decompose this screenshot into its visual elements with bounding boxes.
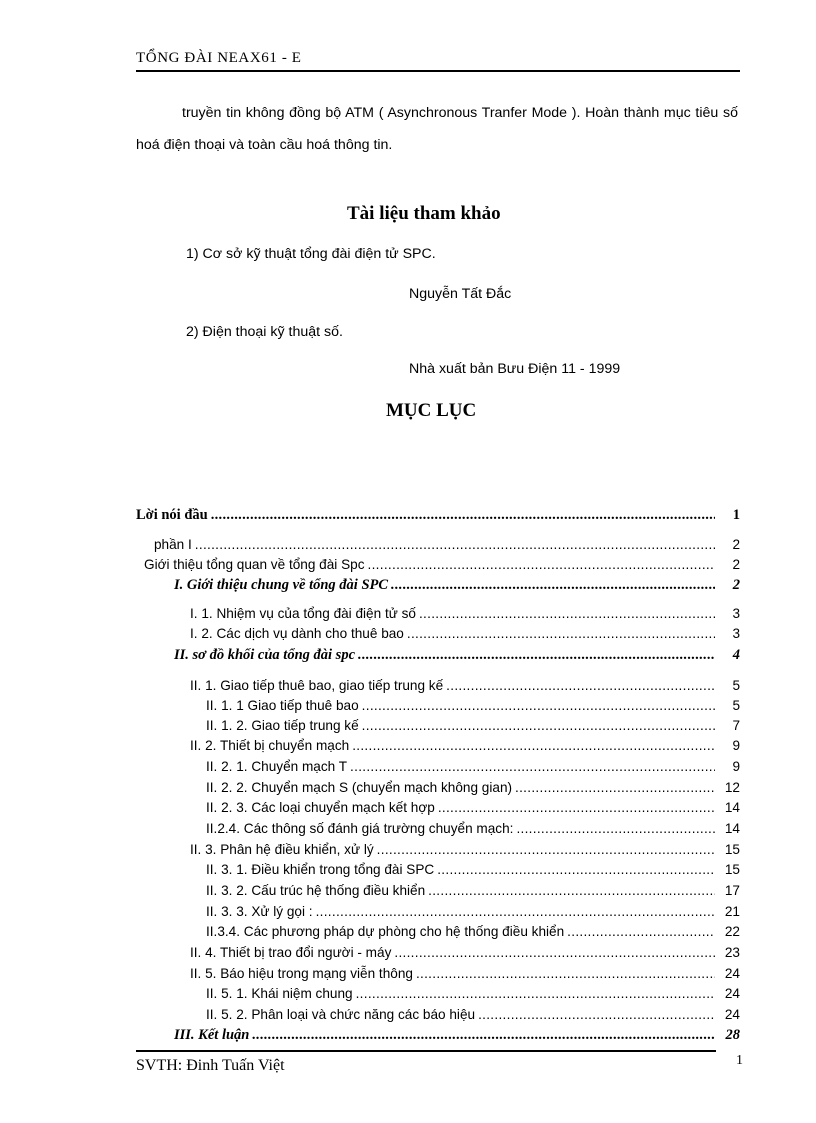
page-number: 1 xyxy=(736,1053,743,1068)
toc-entry: II.2.4. Các thông số đánh giá trường chuyển mạch: ..... 14 xyxy=(206,819,740,839)
toc-entry: II. 1. Giao tiếp thuê bao, giao tiếp trung kế ..... 5 xyxy=(190,676,740,696)
toc-entry: Giới thiệu tổng quan về tổng đài Spc ..... 2 xyxy=(144,555,740,575)
toc-entry: II. sơ đồ khối của tổng đài spc ..... 4 xyxy=(174,645,740,665)
toc-title: MỤC LỤC xyxy=(386,400,477,421)
toc-entry: I. 1. Nhiệm vụ của tổng đài điện tử số ..... 3 xyxy=(190,604,740,624)
toc-entry: II. 5. 2. Phân loại và chức năng các báo hiệu ..... 24 xyxy=(206,1005,740,1025)
toc-entry: II. 5. 1. Khái niệm chung ..... 24 xyxy=(206,984,740,1004)
toc-entry: II. 4. Thiết bị trao đổi người - máy ..... 23 xyxy=(190,943,740,963)
toc-entry: II. 5. Báo hiệu trong mạng viễn thông ..... 24 xyxy=(190,964,740,984)
footer-author: SVTH: Đinh Tuấn Việt xyxy=(136,1057,285,1074)
reference-author: Nguyễn Tất Đắc xyxy=(409,286,512,302)
toc-entry: II. 2. 1. Chuyển mạch T ..... 9 xyxy=(206,757,740,777)
toc-entry: II. 2. Thiết bị chuyển mạch ..... 9 xyxy=(190,736,740,756)
reference-item: 1) Cơ sở kỹ thuật tổng đài điện tử SPC. xyxy=(186,246,436,262)
reference-author: Nhà xuất bản Bưu Điện 11 - 1999 xyxy=(409,361,621,377)
toc-entry: II. 1. 2. Giao tiếp trung kế ..... 7 xyxy=(206,716,740,736)
toc-entry: II. 2. 2. Chuyển mạch S (chuyển mạch không gian) ..... 12 xyxy=(206,778,740,798)
toc-entry: II. 2. 3. Các loại chuyển mạch kết hợp ..... 14 xyxy=(206,798,740,818)
header-divider xyxy=(136,70,740,72)
toc-entry: I. 2. Các dịch vụ dành cho thuê bao ..... 3 xyxy=(190,624,740,644)
toc-entry: III. Kết luận ..... 28 xyxy=(174,1025,740,1045)
reference-item: 2) Điện thoại kỹ thuật số. xyxy=(186,324,343,340)
toc-entry: II. 3. 3. Xử lý gọi : ..... 21 xyxy=(206,902,740,922)
toc-entry: II. 1. 1 Giao tiếp thuê bao ..... 5 xyxy=(206,696,740,716)
toc-entry: Lời nói đầu ..... 1 xyxy=(136,505,740,525)
toc-entry: I. Giới thiệu chung về tổng đài SPC ..... 2 xyxy=(174,575,740,595)
intro-paragraph: truyền tin không đồng bộ ATM ( Asynchronous Tranfer Mode ). Hoàn thành mục tiêu số hoá điện thoại và toàn cầu hoá thông tin. xyxy=(136,105,738,153)
footer-divider xyxy=(136,1050,716,1052)
toc-entry: II. 3. Phân hệ điều khiển, xử lý ..... 15 xyxy=(190,840,740,860)
toc-entry: II. 3. 1. Điều khiển trong tổng đài SPC ..... 15 xyxy=(206,860,740,880)
toc-entry: II. 3. 2. Cấu trúc hệ thống điều khiển ..... 17 xyxy=(206,881,740,901)
page-header: TỔNG ĐÀI NEAX61 - E xyxy=(136,50,302,66)
toc-entry: phần I ..... 2 xyxy=(154,535,740,555)
toc-entry: II.3.4. Các phương pháp dự phòng cho hệ thống điều khiển ..... 22 xyxy=(206,922,740,942)
references-title: Tài liệu tham khảo xyxy=(347,203,501,224)
